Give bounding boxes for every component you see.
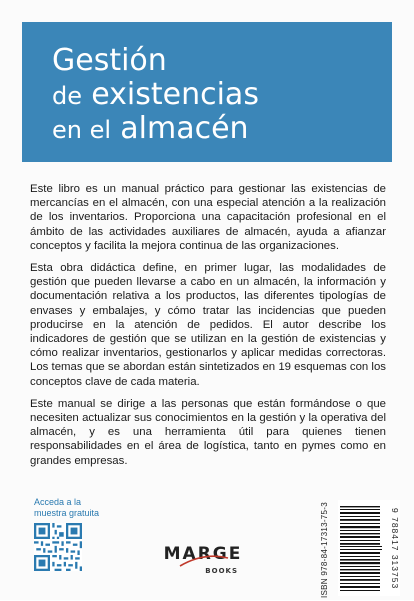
blurb-paragraph-1: Este libro es un manual práctico para gestionar las existencias de mercancías en el almacén, con una especial atención a la realización de los inventarios. Proporciona una capacitación profesional en el ámbito de las actividades auxiliares de almacén, ayuda a afianzar conceptos y facilita la mejora continua de las organizaciones.: [30, 183, 386, 252]
sample-label: [34, 497, 114, 519]
blurb: [30, 182, 386, 476]
title-word-de: de: [52, 82, 82, 110]
qr-code[interactable]: [34, 523, 82, 571]
publisher-logo-text: MARGE: [163, 544, 243, 564]
title-line-2: [52, 78, 259, 112]
title-word-almacen: almacén: [120, 111, 249, 146]
sample-label-line-1: Acceda a la: [34, 497, 82, 507]
title-line-1: [52, 44, 167, 77]
isbn-digits: 9 788417 313753: [390, 508, 400, 590]
blurb-paragraph-2: Esta obra didáctica define, en primer lugar, las modalidades de gestión que pueden llevarse a cabo en un almacén, la información y documentación relativa a los productos, las diferentes tipologías de envases y embalajes, y cómo tratar las incidencias que pueden producirse en la atención de pedidos. El autor describe los indicadores de gestión que se utilizan en la gestión de existencias y cómo realizar inventarios, gestionarlos y aplicar medidas correctoras. Los temas que se abordan están sintetizados en 19 esquemas con los conceptos clave de cada materia.: [30, 262, 386, 388]
qr-code-icon: [34, 523, 82, 571]
publisher-logo-subtitle: BOOKS: [205, 567, 238, 575]
isbn-text: ISBN 978-84-17313-75-3: [320, 502, 329, 598]
title-word-en-el: en el: [52, 116, 112, 144]
blurb-paragraph-3: Este manual se dirige a las personas que están formándose o que necesiten actualizar sus conocimientos en la gestión y la operativa del almacén, y es una herramienta útil para quienes tienen responsabilidades en el área de logística, tanto en pymes como en grandes empresas.: [30, 397, 386, 467]
publisher-logo: [160, 540, 246, 582]
title-block: [22, 22, 392, 162]
title-word-existencias: existencias: [91, 77, 259, 112]
title-line-3: [52, 112, 249, 146]
title-word-gestion: Gestión: [52, 43, 167, 78]
sample-label-line-2: muestra gratuita: [34, 508, 100, 518]
